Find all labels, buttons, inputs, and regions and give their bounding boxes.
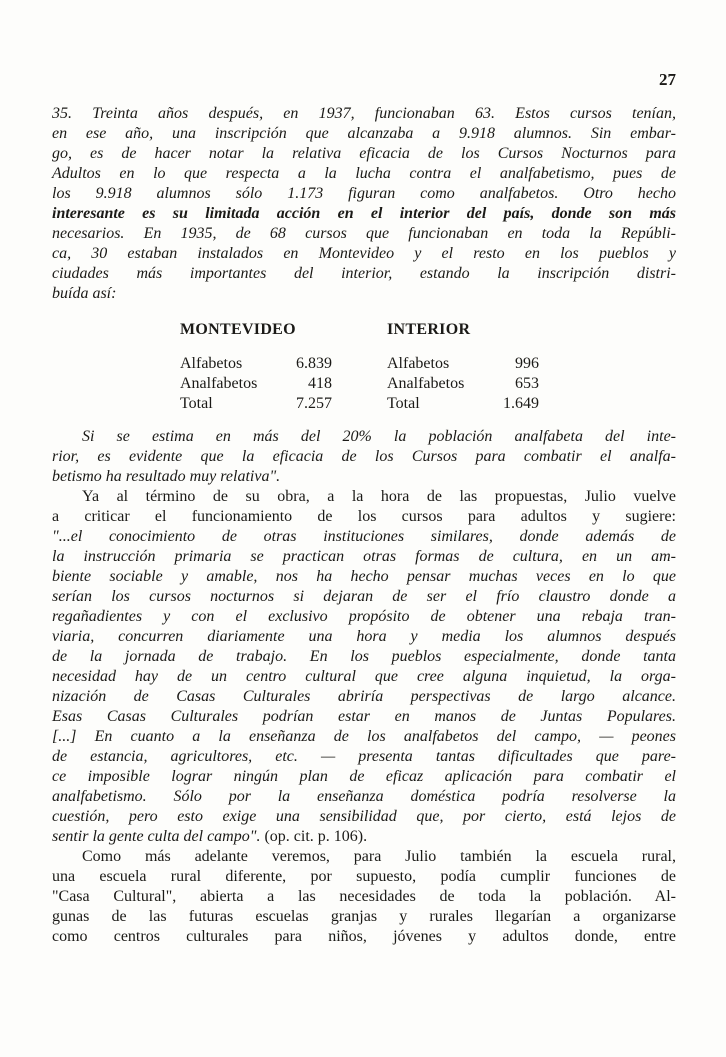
text-column: [0, 104, 726, 947]
text-segment: en ese año, una inscripción que alcanzaba a 9.918 alumnos. Sin embar-: [52, 125, 676, 142]
text-segment: (op. cit. p. 106).: [264, 828, 368, 845]
row-label: Alfabetos: [387, 355, 450, 372]
text-line: [52, 184, 676, 204]
text-line: [52, 787, 676, 807]
text-line: [52, 887, 676, 907]
text-segment: de estancia, agricultores, etc. — presenta tantas dificultades que pare-: [52, 748, 676, 765]
row-value: 418: [308, 375, 332, 392]
text-segment: betismo ha resultado muy relativa".: [52, 468, 281, 485]
text-line: [52, 587, 676, 607]
text-segment: Ya al término de su obra, a la hora de las propuestas, Julio vuelve: [82, 488, 676, 505]
text-line: [52, 467, 676, 487]
text-line: [52, 164, 676, 184]
text-line: [52, 244, 676, 264]
text-segment: necesidad hay de un centro cultural que cree alguna inquietud, la orga-: [52, 668, 676, 685]
text-segment: cuestión, pero esto exige una sensibilidad que, por cierto, está lejos de: [52, 808, 676, 825]
text-line: [52, 224, 676, 244]
text-segment: una escuela rural diferente, por supuesto, podía cumplir funciones de: [52, 868, 676, 885]
text-segment: Adultos en lo que respecta a la lucha contra el analfabetismo, pues de: [52, 165, 676, 182]
text-segment: la instrucción primaria se practican otras formas de cultura, en un am-: [52, 548, 676, 565]
table-row: [180, 394, 332, 414]
text-segment: nización de Casas Culturales abriría perspectivas de largo alcance.: [52, 688, 676, 705]
text-segment: como centros culturales para niños, jóvenes y adultos donde, entre: [52, 928, 676, 945]
text-line: [52, 647, 676, 667]
row-value: 1.649: [503, 395, 539, 412]
row-value: 7.257: [296, 395, 332, 412]
text-line: [52, 667, 676, 687]
table-row: [180, 374, 332, 394]
text-segment: necesarios. En 1935, de 68 cursos que funcionaban en toda la Repúbli-: [52, 225, 676, 242]
text-line: [52, 747, 676, 767]
text-line: [52, 204, 676, 224]
table-column-header: INTERIOR: [387, 321, 471, 338]
table-row: [387, 354, 539, 374]
text-segment: analfabetismo. Sólo por la enseñanza doméstica podría resolverse la: [52, 788, 676, 805]
table-row: [387, 374, 539, 394]
text-line: [52, 427, 676, 447]
text-segment: buída así:: [52, 285, 117, 302]
text-segment: go, es de hacer notar la relativa eficacia de los Cursos Nocturnos para: [52, 145, 676, 162]
text-line: [52, 867, 676, 887]
text-line: [52, 687, 676, 707]
text-segment: 35. Treinta años después, en 1937, funcionaban 63. Estos cursos tenían,: [52, 105, 676, 122]
text-segment: interesante es su limitada acción en el interior del país, donde son más: [52, 205, 676, 222]
table-column-montevideo: [180, 320, 332, 414]
text-segment: Esas Casas Culturales podrían estar en manos de Juntas Populares.: [52, 708, 676, 725]
text-line: [52, 124, 676, 144]
text-line: [52, 907, 676, 927]
row-label: Total: [180, 395, 213, 412]
enrollment-table: [180, 320, 676, 414]
text-line: [52, 707, 676, 727]
text-segment: "Casa Cultural", abierta a las necesidades de toda la población. Al-: [52, 888, 676, 905]
text-segment: [...] En cuanto a la enseñanza de los analfabetos del campo, — peones: [52, 728, 676, 745]
text-line: [52, 527, 676, 547]
text-segment: ca, 30 estaban instalados en Montevideo y el resto en los pueblos y: [52, 245, 676, 262]
text-line: [52, 104, 676, 124]
text-segment: ce imposible lograr ningún plan de eficaz aplicación para combatir el: [52, 768, 676, 785]
table-row: [387, 394, 539, 414]
page-number: 27: [659, 70, 676, 89]
text-line: [52, 284, 676, 304]
text-line: [52, 487, 676, 507]
text-line: [52, 767, 676, 787]
row-value: 996: [515, 355, 539, 372]
row-value: 653: [515, 375, 539, 392]
text-line: [52, 807, 676, 827]
text-segment: rior, es evidente que la eficacia de los Cursos para combatir el analfa-: [52, 448, 676, 465]
text-line: [52, 827, 676, 847]
row-label: Analfabetos: [180, 375, 258, 392]
text-segment: Si se estima en más del 20% la población analfabeta del inte-: [82, 428, 676, 445]
text-segment: serían los cursos nocturnos si dejaran de ser el frío claustro donde a: [52, 588, 676, 605]
row-label: Analfabetos: [387, 375, 465, 392]
text-line: [52, 927, 676, 947]
text-segment: ciudades más importantes del interior, estando la inscripción distri-: [52, 265, 676, 282]
row-value: 6.839: [296, 355, 332, 372]
text-segment: "...el conocimiento de otras instituciones similares, donde además de: [52, 528, 676, 545]
text-segment: biente sociable y amable, nos ha hecho pensar muchas veces en lo que: [52, 568, 676, 585]
text-segment: regañadientes y con el exclusivo propósito de obtener una rebaja tran-: [52, 608, 676, 625]
table-column-interior: [387, 320, 539, 414]
text-line: [52, 727, 676, 747]
text-line: [52, 547, 676, 567]
text-segment: los 9.918 alumnos sólo 1.173 figuran como analfabetos. Otro hecho: [52, 185, 676, 202]
text-line: [52, 627, 676, 647]
text-line: [52, 507, 676, 527]
table-column-header: MONTEVIDEO: [180, 321, 296, 338]
row-label: Total: [387, 395, 420, 412]
text-line: [52, 567, 676, 587]
text-segment: a criticar el funcionamiento de los cursos para adultos y sugiere:: [52, 508, 676, 525]
text-line: [52, 144, 676, 164]
text-segment: Como más adelante veremos, para Julio también la escuela rural,: [82, 848, 676, 865]
text-segment: de la jornada de trabajo. En los pueblos especialmente, donde tanta: [52, 648, 676, 665]
row-label: Alfabetos: [180, 355, 243, 372]
text-segment: viaria, concurren diariamente una hora y media los alumnos después: [52, 628, 676, 645]
table-row: [180, 354, 332, 374]
text-segment: gunas de las futuras escuelas granjas y rurales llegarían a organizarse: [52, 908, 676, 925]
text-line: [52, 607, 676, 627]
text-segment: sentir la gente culta del campo".: [52, 828, 265, 845]
text-line: [52, 264, 676, 284]
text-line: [52, 847, 676, 867]
text-line: [52, 447, 676, 467]
